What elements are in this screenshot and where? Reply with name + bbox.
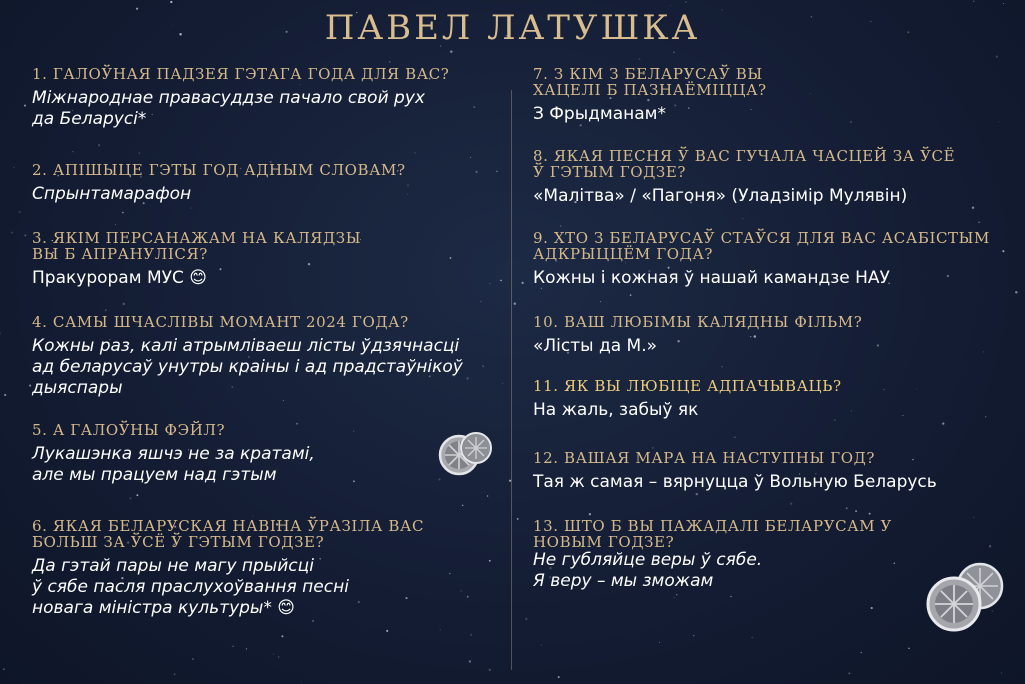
answer-4: Кожны раз, калі атрымліваеш лісты ўдзячнасці ад беларусаў унутры краіны і ад прадстаўнікоў дыяспары — [32, 336, 463, 398]
answer-6: Да гэтай пары не магу прыйсці ў сябе пасля праслухоўвання песні новага міністра культуры* 😊 — [32, 556, 349, 618]
question-7: 7. З КІМ З БЕЛАРУСАЎ ВЫ ХАЦЕЛІ Б ПАЗНАЁМІЦЦА? — [533, 65, 767, 99]
qa-item-11 — [533, 378, 1003, 421]
qa-item-10 — [533, 314, 1003, 357]
answer-3: Пракурорам МУС 😊 — [32, 268, 207, 288]
question-3: 3. ЯКІМ ПЕРСАНАЖАМ НА КАЛЯДЗЫ ВЫ Б АПРАНУЛІСЯ? — [32, 229, 362, 263]
answer-12: Тая ж самая – вярнуцца ў Вольную Беларусь — [533, 472, 937, 492]
answer-2: Спрынтамарафон — [32, 184, 192, 204]
question-6: 6. ЯКАЯ БЕЛАРУСКАЯ НАВІНА ЎРАЗІЛА ВАС БОЛЬШ ЗА ЎСЁ Ў ГЭТЫМ ГОДЗЕ? — [32, 517, 425, 551]
answer-10: «Лісты да М.» — [533, 336, 658, 356]
question-2: 2. АПІШЫЦЕ ГЭТЫ ГОД АДНЫМ СЛОВАМ? — [32, 161, 406, 179]
qa-item-1 — [32, 66, 500, 130]
page-title: ПАВЕЛ ЛАТУШКА — [324, 8, 701, 48]
qa-item-7 — [533, 66, 1003, 125]
answer-1: Міжнароднае правасуддзе пачало свой рух да Беларусі* — [32, 88, 425, 129]
column-divider — [511, 90, 512, 670]
question-13: 13. ШТО Б ВЫ ПАЖАДАЛІ БЕЛАРУСАМ У НОВЫМ ГОДЗЕ? — [533, 517, 892, 551]
question-8: 8. ЯКАЯ ПЕСНЯ Ў ВАС ГУЧАЛА ЧАСЦЕЙ ЗА ЎСЁ Ў ГЭТЫМ ГОДЗЕ? — [533, 147, 956, 181]
answer-11: На жаль, забыў як — [533, 400, 699, 420]
question-10: 10. ВАШ ЛЮБІМЫ КАЛЯДНЫ ФІЛЬМ? — [533, 313, 863, 331]
answer-9: Кожны і кожная ў нашай камандзе НАУ — [533, 268, 890, 288]
qa-item-2 — [32, 162, 500, 205]
qa-item-5 — [32, 422, 500, 486]
question-5: 5. А ГАЛОЎНЫ ФЭЙЛ? — [32, 421, 226, 439]
qa-item-8 — [533, 148, 1003, 207]
answer-8: «Малітва» / «Пагоня» (Уладзімір Мулявін) — [533, 186, 908, 206]
qa-item-3 — [32, 230, 500, 289]
question-9: 9. ХТО З БЕЛАРУСАЎ СТАЎСЯ ДЛЯ ВАС АСАБІСТЫМ АДКРЫЦЦЁМ ГОДА? — [533, 229, 990, 263]
qa-item-4 — [32, 314, 500, 399]
qa-item-12 — [533, 450, 1003, 493]
qa-item-6 — [32, 518, 500, 619]
question-12: 12. ВАШАЯ МАРА НА НАСТУПНЫ ГОД? — [533, 449, 876, 467]
question-4: 4. САМЫ ШЧАСЛІВЫ МОМАНТ 2024 ГОДА? — [32, 313, 409, 331]
qa-item-9 — [533, 230, 1003, 289]
orange-slice-icon — [436, 428, 494, 480]
answer-5: Лукашэнка яшчэ не за кратамі, але мы працуем над гэтым — [32, 444, 315, 485]
answer-7: З Фрыдманам* — [533, 104, 667, 124]
answer-13: Не губляйце веры ў сябе. Я веру – мы зможам — [533, 550, 763, 591]
question-1: 1. ГАЛОЎНАЯ ПАДЗЕЯ ГЭТАГА ГОДА ДЛЯ ВАС? — [32, 65, 450, 83]
orange-slices-icon — [922, 560, 1014, 636]
question-11: 11. ЯК ВЫ ЛЮБІЦЕ АДПАЧЫВАЦЬ? — [533, 377, 842, 395]
